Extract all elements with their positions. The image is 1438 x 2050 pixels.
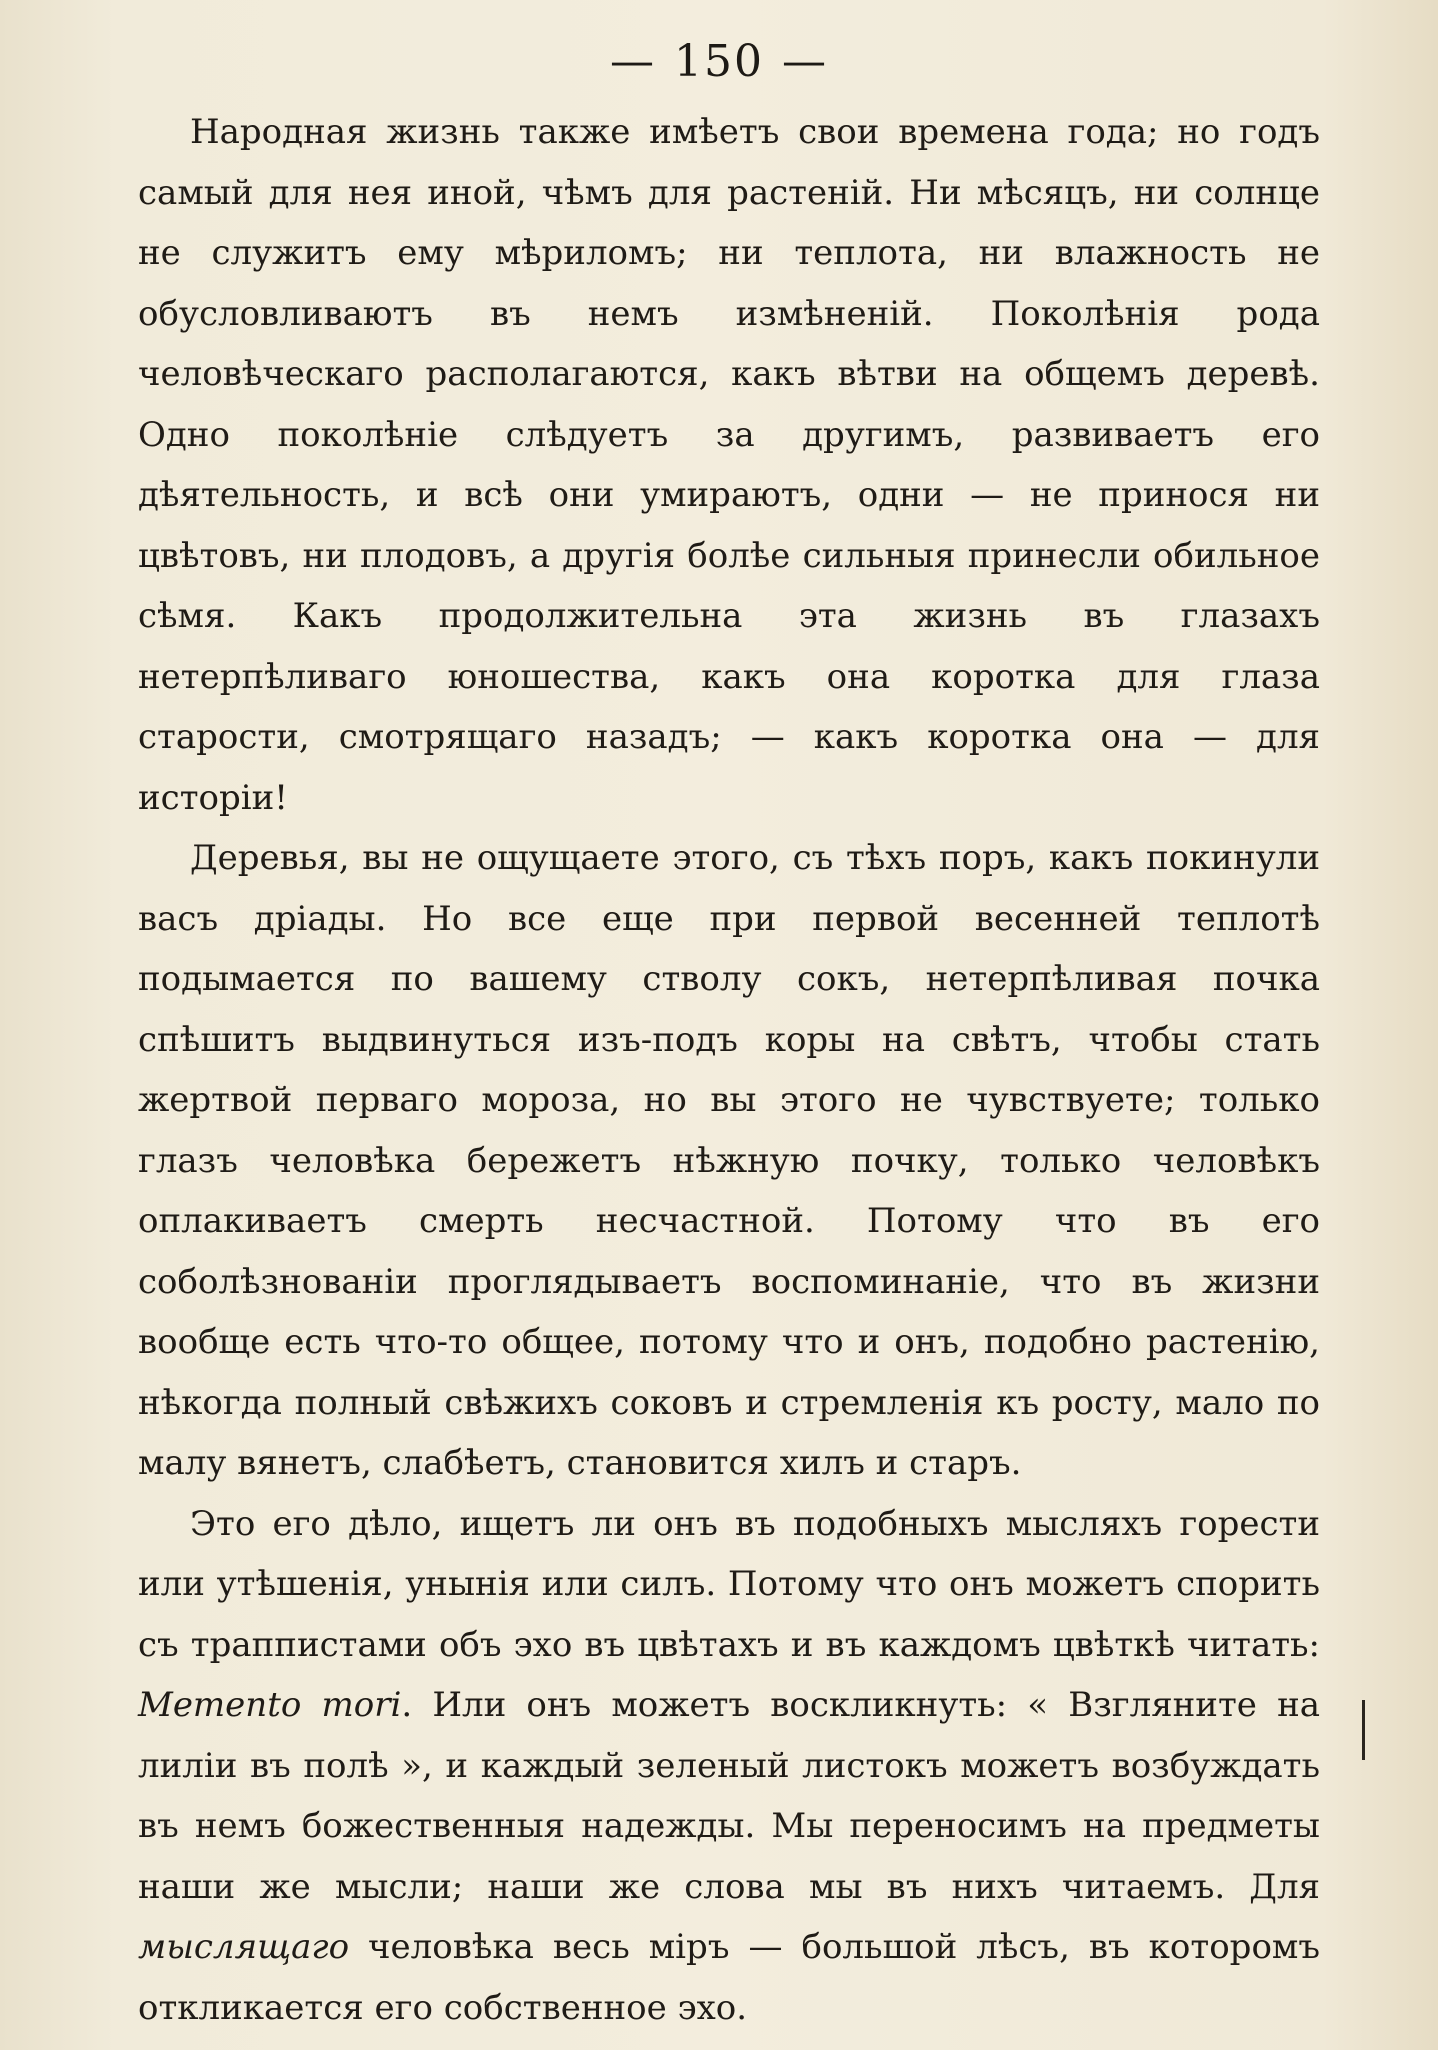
latin-phrase: Memento mori <box>138 1685 402 1725</box>
page-number: 150 <box>674 36 764 87</box>
paragraph-3-part-2: . Или онъ можетъ воскликнуть: « Взгляните на лиліи въ полѣ », и каждый зеленый листокъ можетъ возбуждать въ немъ божественныя надежды. Мы переносимъ на предметы наши же мысли; наши же слова мы въ нихъ читаемъ. Для <box>138 1685 1320 1907</box>
paragraph-1: Народная жизнь также имѣетъ свои времена года; но годъ самый для нея иной, чѣмъ для растеній. Ни мѣсяцъ, ни солнце не служитъ ему мѣриломъ; ни теплота, ни влажность не обусловливаютъ въ немъ измѣненій. Поколѣнія рода человѣческаго располагаются, какъ вѣтви на общемъ деревѣ. Одно поколѣніе слѣдуетъ за другимъ, развиваетъ его дѣятельность, и всѣ они умираютъ, одни — не принося ни цвѣтовъ, ни плодовъ, а другія болѣе сильныя принесли обильное сѣмя. Какъ продолжительна эта жизнь въ глазахъ нетерпѣливаго юношества, какъ она коротка для глаза старости, смотрящаго назадъ; — какъ коротка она — для исторіи! <box>138 112 1320 818</box>
margin-pencil-mark <box>1362 1700 1365 1760</box>
paragraph-2: Деревья, вы не ощущаете этого, съ тѣхъ поръ, какъ покинули васъ дріады. Но все еще при первой весенней теплотѣ подымается по вашему стволу сокъ, нетерпѣливая почка спѣшитъ выдвинуться изъ-подъ коры на свѣтъ, чтобы стать жертвой перваго мороза, но вы этого не чувствуете; только глазъ человѣка бережетъ нѣжную почку, только человѣкъ оплакиваетъ смерть несчастной. Потому что въ его соболѣзнованіи проглядываетъ воспоминаніе, что въ жизни вообще есть что-то общее, потому что и онъ, подобно растенію, нѣкогда полный свѣжихъ соковъ и стремленія къ росту, мало по малу вянетъ, слабѣетъ, становится хилъ и старъ. <box>138 838 1320 1483</box>
paragraph-3-part-3: человѣка весь міръ — большой лѣсъ, въ которомъ откликается его собственное эхо. <box>138 1927 1320 2028</box>
header-dash-right: — <box>781 36 828 87</box>
body-text <box>138 102 1320 2038</box>
page-header <box>0 36 1438 87</box>
paragraph-3-part-1: Это его дѣло, ищетъ ли онъ въ подобныхъ мысляхъ горести или утѣшенія, унынія или силъ. Потому что онъ можетъ спорить съ траппистами объ эхо въ цвѣтахъ и въ каждомъ цвѣткѣ читать: <box>138 1503 1320 1665</box>
header-dash-left: — <box>610 36 656 87</box>
paragraph-3 <box>138 1494 1320 2039</box>
italic-word: мыслящаго <box>138 1927 350 1967</box>
